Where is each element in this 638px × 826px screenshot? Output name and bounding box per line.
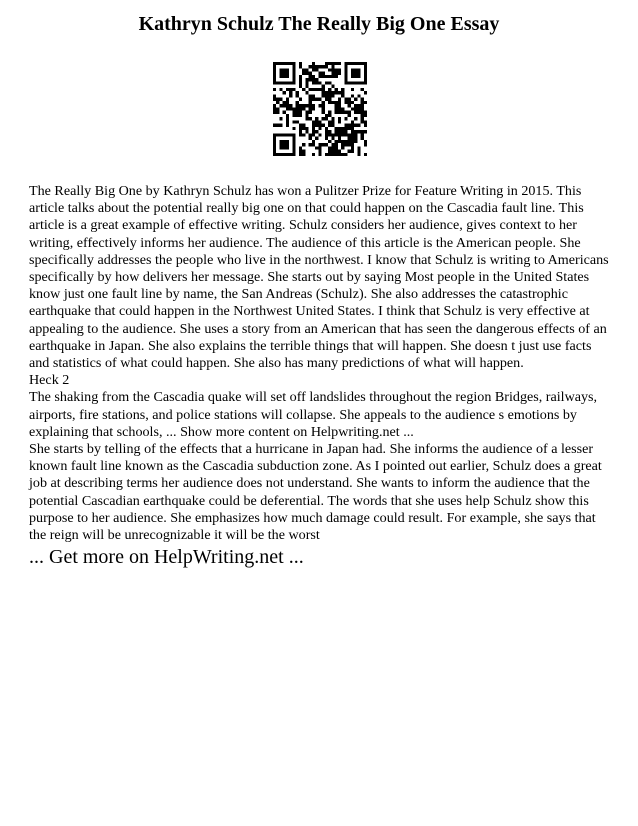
get-more-link[interactable]: ... Get more on HelpWriting.net ...	[29, 546, 304, 568]
essay-body	[29, 183, 614, 544]
page-marker: Heck 2	[29, 372, 70, 389]
essay-paragraph: The Really Big One by Kathryn Schulz has won a Pulitzer Prize for Feature Writing in 2015. This article talks about the potential really big one on that could happen on the Cascadia fault line. This article is a great example of effective writing. Schulz considers her audience, gives context to her writing, effectively informs her audience. The audience of this article is the American people. She specifically addresses the people who live in the northwest. I know that Schulz is writing to Americans specifically by how delivers her message. She starts out by saying Most people in the United States know just one fault line by name, the San Andreas (Schulz). She also addresses the catastrophic earthquake that could happen in the Northwest United States. I think that Schulz is very effective at appealing to the audience. She uses a story from an American that has seen the dangerous effects of an earthquake in Japan. She also explains the terrible things that will happen. She doesn t just use facts and statistics of what could happen. She also has many predictions of what will happen.	[29, 183, 609, 372]
essay-paragraph: She starts by telling of the effects that a hurricane in Japan had. She informs the audience of a lesser known fault line known as the Cascadia subduction zone. As I pointed out earlier, Schulz does a great job at describing terms her audience does not understand. She wants to inform the audience that the potential Cascadian earthquake could be deferential. The words that she uses help Schulz show this purpose to her audience. She emphasizes how much damage could result. For example, she says that the reign will be unrecognizable it will be the worst	[29, 441, 602, 544]
qr-code-icon	[273, 62, 367, 156]
page-title: Kathryn Schulz The Really Big One Essay	[138, 13, 500, 35]
essay-paragraph: The shaking from the Cascadia quake will set off landslides throughout the region Bridges, railways, airports, fire stations, and police stations will collapse. She appeals to the audience s emotions by explaining that schools, ... Show more content on Helpwriting.net ...	[29, 389, 598, 440]
